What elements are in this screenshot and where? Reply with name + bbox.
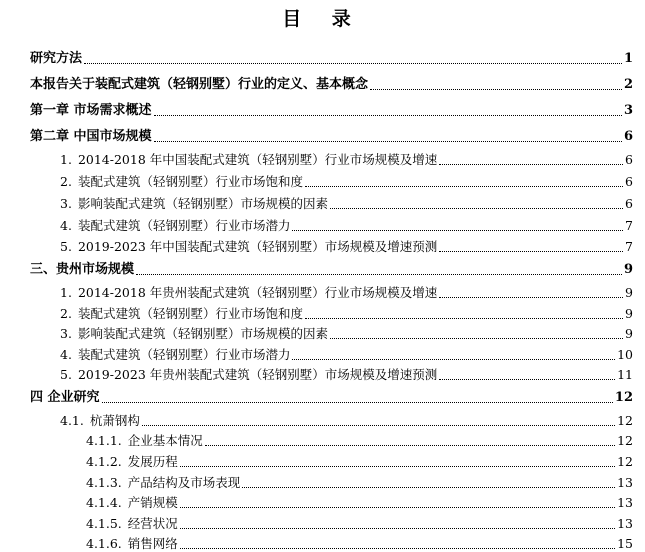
toc-leader-dots (439, 250, 623, 252)
toc-label (60, 326, 328, 342)
toc-label (60, 239, 437, 255)
toc-label (86, 516, 178, 532)
toc-page-number: 10 (617, 347, 633, 362)
toc-page-number: 12 (617, 454, 633, 469)
toc-label-text: 2019-2023 年中国装配式建筑（轻钢别墅）市场规模及增速预测 (77, 239, 438, 254)
toc-entry[interactable] (86, 475, 633, 491)
toc-label-text: 装配式建筑（轻钢别墅）行业市场潜力 (77, 218, 291, 233)
toc-entry[interactable] (60, 326, 633, 342)
toc-leader-dots (180, 506, 615, 508)
toc-leader-dots (180, 527, 615, 529)
toc-label (60, 218, 290, 234)
toc-page-number: 12 (617, 413, 633, 428)
toc-label-text: 发展历程 (127, 454, 178, 469)
toc-page-number: 6 (625, 196, 633, 211)
toc-label-text: 产品结构及市场表现 (127, 475, 241, 490)
toc-label-text: 杭萧钢构 (89, 413, 140, 428)
toc-label (86, 433, 203, 449)
toc-page-number: 12 (614, 390, 633, 405)
toc-label (86, 495, 178, 511)
toc-leader-dots (330, 207, 623, 209)
toc-page-number: 13 (617, 516, 633, 531)
toc-entry[interactable] (60, 367, 633, 383)
toc-label (60, 152, 437, 168)
toc-label-text: 装配式建筑（轻钢别墅）行业市场饱和度 (77, 174, 303, 189)
toc-number: 4.1.2. (86, 454, 122, 469)
toc-label (86, 475, 240, 491)
toc-page-number: 3 (623, 103, 633, 118)
toc-page-number: 1 (623, 51, 633, 66)
toc-leader-dots (292, 358, 615, 360)
toc-label: 第二章 中国市场规模 (30, 129, 152, 144)
toc-entry[interactable] (60, 239, 633, 255)
toc-page-number: 12 (617, 433, 633, 448)
toc-label-text: 2019-2023 年贵州装配式建筑（轻钢别墅）市场规模及增速预测 (77, 367, 438, 382)
toc-label (60, 174, 303, 190)
toc-leader-dots (102, 401, 613, 403)
toc-page-number: 11 (617, 367, 633, 382)
toc-entry[interactable] (60, 413, 633, 429)
toc-leader-dots (370, 88, 622, 90)
toc-leader-dots (305, 317, 623, 319)
toc-label (86, 536, 178, 552)
toc-entry[interactable] (60, 285, 633, 301)
toc-leader-dots (330, 337, 623, 339)
toc-number: 1. (60, 285, 72, 300)
toc-leader-dots (305, 185, 623, 187)
toc-page-number: 6 (625, 152, 633, 167)
toc-entry[interactable] (60, 306, 633, 322)
toc-entry[interactable] (30, 262, 633, 278)
toc-page-number: 9 (623, 262, 633, 277)
toc-entry[interactable] (86, 516, 633, 532)
toc-number: 4.1. (60, 413, 84, 428)
toc-leader-dots (292, 229, 623, 231)
toc-page-number: 9 (625, 285, 633, 300)
toc-label-text: 装配式建筑（轻钢别墅）行业市场潜力 (77, 347, 291, 362)
toc-label: 本报告关于装配式建筑（轻钢别墅）行业的定义、基本概念 (30, 77, 369, 92)
toc-leader-dots (242, 486, 615, 488)
toc-number: 2. (60, 174, 72, 189)
toc-page-number: 9 (625, 326, 633, 341)
toc-entry[interactable] (86, 536, 633, 552)
toc-entry[interactable] (60, 174, 633, 190)
toc-label (86, 454, 178, 470)
toc-leader-dots (439, 296, 623, 298)
toc-entry[interactable] (86, 433, 633, 449)
toc-leader-dots (439, 378, 615, 380)
toc-entry[interactable] (60, 218, 633, 234)
toc-leader-dots (180, 465, 615, 467)
toc-leader-dots (84, 62, 622, 64)
toc-label-text: 产销规模 (127, 495, 178, 510)
toc-number: 1. (60, 152, 72, 167)
toc-label-text: 影响装配式建筑（轻钢别墅）市场规模的因素 (77, 196, 328, 211)
toc-page-number: 7 (625, 239, 633, 254)
toc-label: 第一章 市场需求概述 (30, 103, 152, 118)
toc-number: 2. (60, 306, 72, 321)
toc-number: 3. (60, 326, 72, 341)
toc-page-number: 9 (625, 306, 633, 321)
toc-entry[interactable] (60, 347, 633, 363)
toc-leader-dots (154, 140, 622, 142)
toc-label-text: 销售网络 (127, 536, 178, 551)
toc-label (60, 196, 328, 212)
toc-entry[interactable] (86, 454, 633, 470)
toc-number: 5. (60, 367, 72, 382)
toc-leader-dots (439, 163, 623, 165)
toc-number: 4.1.3. (86, 475, 122, 490)
toc-entry[interactable] (86, 495, 633, 511)
toc-page-number: 6 (623, 129, 633, 144)
toc-page-number: 7 (625, 218, 633, 233)
toc-entry[interactable] (30, 390, 633, 406)
toc-entry[interactable] (30, 77, 633, 93)
toc-number: 4.1.6. (86, 536, 122, 551)
toc-entry[interactable] (60, 152, 633, 168)
toc-label-text: 2014-2018 年贵州装配式建筑（轻钢别墅）行业市场规模及增速 (77, 285, 438, 300)
toc-label-text: 2014-2018 年中国装配式建筑（轻钢别墅）行业市场规模及增速 (77, 152, 438, 167)
toc-entry[interactable] (60, 196, 633, 212)
toc-title: 目 录 (282, 8, 363, 30)
toc-number: 5. (60, 239, 72, 254)
toc-label (60, 413, 140, 429)
toc-leader-dots (142, 424, 615, 426)
toc-page-number: 15 (617, 536, 633, 551)
toc-leader-dots (205, 444, 615, 446)
toc-label (60, 347, 290, 363)
toc-page-number: 13 (617, 475, 633, 490)
toc-leader-dots (180, 547, 615, 549)
toc-entry[interactable] (30, 103, 633, 119)
toc-number: 4.1.5. (86, 516, 122, 531)
toc-page-number: 2 (623, 77, 633, 92)
toc-number: 3. (60, 196, 72, 211)
toc-label-text: 经营状况 (127, 516, 178, 531)
toc-label: 研究方法 (30, 51, 83, 66)
toc-label-text: 装配式建筑（轻钢别墅）行业市场饱和度 (77, 306, 303, 321)
toc-page-number: 6 (625, 174, 633, 189)
toc-label-text: 企业基本情况 (127, 433, 203, 448)
toc-number: 4.1.1. (86, 433, 122, 448)
toc-number: 4.1.4. (86, 495, 122, 510)
toc-label (60, 306, 303, 322)
toc-label-text: 影响装配式建筑（轻钢别墅）市场规模的因素 (77, 326, 328, 341)
toc-label (60, 285, 437, 301)
toc-leader-dots (154, 114, 622, 116)
toc-label: 三、贵州市场规模 (30, 262, 135, 277)
toc-leader-dots (136, 273, 622, 275)
toc-entry[interactable] (30, 129, 633, 145)
toc-label: 四 企业研究 (30, 390, 100, 405)
toc-number: 4. (60, 218, 72, 233)
toc-label (60, 367, 437, 383)
toc-entry[interactable] (30, 51, 633, 67)
toc-number: 4. (60, 347, 72, 362)
toc-page-number: 13 (617, 495, 633, 510)
